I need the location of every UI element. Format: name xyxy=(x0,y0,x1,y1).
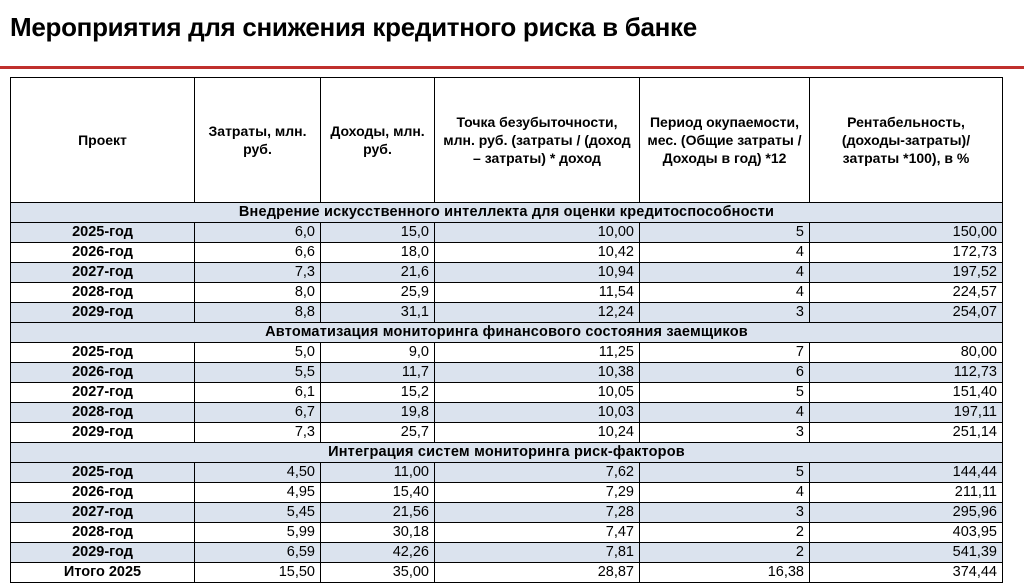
header-costs: Затраты, млн. руб. xyxy=(195,78,321,203)
cell-breakeven: 7,62 xyxy=(435,463,640,483)
cell-payback: 4 xyxy=(640,243,810,263)
cell-payback: 2 xyxy=(640,543,810,563)
cell-profitability: 197,11 xyxy=(810,403,1003,423)
cell-profitability: 151,40 xyxy=(810,383,1003,403)
cell-breakeven: 10,00 xyxy=(435,223,640,243)
cell-profitability: 541,39 xyxy=(810,543,1003,563)
title-divider xyxy=(0,66,1024,69)
cell-breakeven: 12,24 xyxy=(435,303,640,323)
cell-income: 15,40 xyxy=(321,483,435,503)
cell-breakeven: 10,03 xyxy=(435,403,640,423)
cell-income: 42,26 xyxy=(321,543,435,563)
cell-income: 11,7 xyxy=(321,363,435,383)
cell-payback: 3 xyxy=(640,423,810,443)
cell-breakeven: 10,05 xyxy=(435,383,640,403)
section-header-row xyxy=(11,203,1003,223)
cell-payback: 5 xyxy=(640,383,810,403)
cell-income: 11,00 xyxy=(321,463,435,483)
cell-payback: 4 xyxy=(640,403,810,423)
cell-income: 25,7 xyxy=(321,423,435,443)
table-row xyxy=(11,543,1003,563)
cell-breakeven: 7,81 xyxy=(435,543,640,563)
cell-payback: 6 xyxy=(640,363,810,383)
table-row xyxy=(11,363,1003,383)
table-row xyxy=(11,343,1003,363)
row-year: 2028-год xyxy=(11,523,195,543)
cell-costs: 6,0 xyxy=(195,223,321,243)
row-year: 2028-год xyxy=(11,403,195,423)
cell-payback: 4 xyxy=(640,283,810,303)
row-year: 2027-год xyxy=(11,383,195,403)
total-row xyxy=(11,563,1003,583)
cell-profitability: 144,44 xyxy=(810,463,1003,483)
cell-profitability: 224,57 xyxy=(810,283,1003,303)
row-year: 2025-год xyxy=(11,223,195,243)
row-year: 2029-год xyxy=(11,543,195,563)
section-title: Внедрение искусственного интеллекта для оценки кредитоспособности xyxy=(11,203,1003,223)
cell-costs: 6,6 xyxy=(195,243,321,263)
cell-income: 18,0 xyxy=(321,243,435,263)
cell-costs: 4,95 xyxy=(195,483,321,503)
cell-costs: 8,8 xyxy=(195,303,321,323)
cell-costs: 5,5 xyxy=(195,363,321,383)
cell-payback: 4 xyxy=(640,263,810,283)
row-year: 2027-год xyxy=(11,503,195,523)
table-row xyxy=(11,483,1003,503)
table-row xyxy=(11,243,1003,263)
cell-breakeven: 11,54 xyxy=(435,283,640,303)
cell-profitability: 251,14 xyxy=(810,423,1003,443)
row-year: 2025-год xyxy=(11,463,195,483)
header-profitability: Рентабельность, (доходы-затраты)/затраты *100), в % xyxy=(810,78,1003,203)
cell-breakeven: 10,94 xyxy=(435,263,640,283)
table-row xyxy=(11,383,1003,403)
row-year: 2028-год xyxy=(11,283,195,303)
cell-income: 19,8 xyxy=(321,403,435,423)
cell-payback: 2 xyxy=(640,523,810,543)
row-year: 2026-год xyxy=(11,483,195,503)
total-profitability: 374,44 xyxy=(810,563,1003,583)
cell-costs: 5,99 xyxy=(195,523,321,543)
table-row xyxy=(11,223,1003,243)
page-title: Мероприятия для снижения кредитного риска в банке xyxy=(10,12,697,42)
risk-measures-table xyxy=(10,77,1003,583)
cell-costs: 7,3 xyxy=(195,263,321,283)
header-row xyxy=(11,78,1003,203)
cell-profitability: 295,96 xyxy=(810,503,1003,523)
cell-breakeven: 7,29 xyxy=(435,483,640,503)
cell-income: 21,56 xyxy=(321,503,435,523)
cell-costs: 7,3 xyxy=(195,423,321,443)
table-row xyxy=(11,503,1003,523)
cell-income: 15,0 xyxy=(321,223,435,243)
total-payback: 16,38 xyxy=(640,563,810,583)
table-row xyxy=(11,463,1003,483)
cell-costs: 6,59 xyxy=(195,543,321,563)
total-costs: 15,50 xyxy=(195,563,321,583)
total-label: Итого 2025 xyxy=(11,563,195,583)
cell-income: 15,2 xyxy=(321,383,435,403)
cell-profitability: 150,00 xyxy=(810,223,1003,243)
cell-costs: 6,1 xyxy=(195,383,321,403)
row-year: 2029-год xyxy=(11,423,195,443)
table-row xyxy=(11,523,1003,543)
cell-payback: 3 xyxy=(640,303,810,323)
section-header-row xyxy=(11,323,1003,343)
header-payback: Период окупаемости, мес. (Общие затраты / Доходы в год) *12 xyxy=(640,78,810,203)
cell-payback: 5 xyxy=(640,223,810,243)
cell-breakeven: 10,42 xyxy=(435,243,640,263)
table-row xyxy=(11,283,1003,303)
cell-costs: 5,0 xyxy=(195,343,321,363)
cell-income: 31,1 xyxy=(321,303,435,323)
cell-breakeven: 10,38 xyxy=(435,363,640,383)
total-breakeven: 28,87 xyxy=(435,563,640,583)
cell-income: 25,9 xyxy=(321,283,435,303)
cell-costs: 6,7 xyxy=(195,403,321,423)
table-row xyxy=(11,423,1003,443)
table-row xyxy=(11,403,1003,423)
cell-payback: 5 xyxy=(640,463,810,483)
cell-costs: 4,50 xyxy=(195,463,321,483)
row-year: 2027-год xyxy=(11,263,195,283)
table-row xyxy=(11,263,1003,283)
row-year: 2026-год xyxy=(11,243,195,263)
cell-payback: 3 xyxy=(640,503,810,523)
row-year: 2026-год xyxy=(11,363,195,383)
header-income: Доходы, млн. руб. xyxy=(321,78,435,203)
section-title: Интеграция систем мониторинга риск-факторов xyxy=(11,443,1003,463)
cell-breakeven: 7,28 xyxy=(435,503,640,523)
cell-profitability: 197,52 xyxy=(810,263,1003,283)
cell-costs: 8,0 xyxy=(195,283,321,303)
cell-profitability: 112,73 xyxy=(810,363,1003,383)
cell-income: 9,0 xyxy=(321,343,435,363)
table-row xyxy=(11,303,1003,323)
row-year: 2025-год xyxy=(11,343,195,363)
section-header-row xyxy=(11,443,1003,463)
total-income: 35,00 xyxy=(321,563,435,583)
cell-payback: 4 xyxy=(640,483,810,503)
cell-profitability: 80,00 xyxy=(810,343,1003,363)
cell-profitability: 211,11 xyxy=(810,483,1003,503)
cell-costs: 5,45 xyxy=(195,503,321,523)
cell-payback: 7 xyxy=(640,343,810,363)
header-breakeven: Точка безубыточности, млн. руб. (затраты / (доход – затраты) * доход xyxy=(435,78,640,203)
cell-profitability: 172,73 xyxy=(810,243,1003,263)
cell-breakeven: 10,24 xyxy=(435,423,640,443)
cell-income: 21,6 xyxy=(321,263,435,283)
row-year: 2029-год xyxy=(11,303,195,323)
cell-profitability: 254,07 xyxy=(810,303,1003,323)
cell-income: 30,18 xyxy=(321,523,435,543)
cell-profitability: 403,95 xyxy=(810,523,1003,543)
cell-breakeven: 11,25 xyxy=(435,343,640,363)
section-title: Автоматизация мониторинга финансового состояния заемщиков xyxy=(11,323,1003,343)
cell-breakeven: 7,47 xyxy=(435,523,640,543)
header-project: Проект xyxy=(11,78,195,203)
